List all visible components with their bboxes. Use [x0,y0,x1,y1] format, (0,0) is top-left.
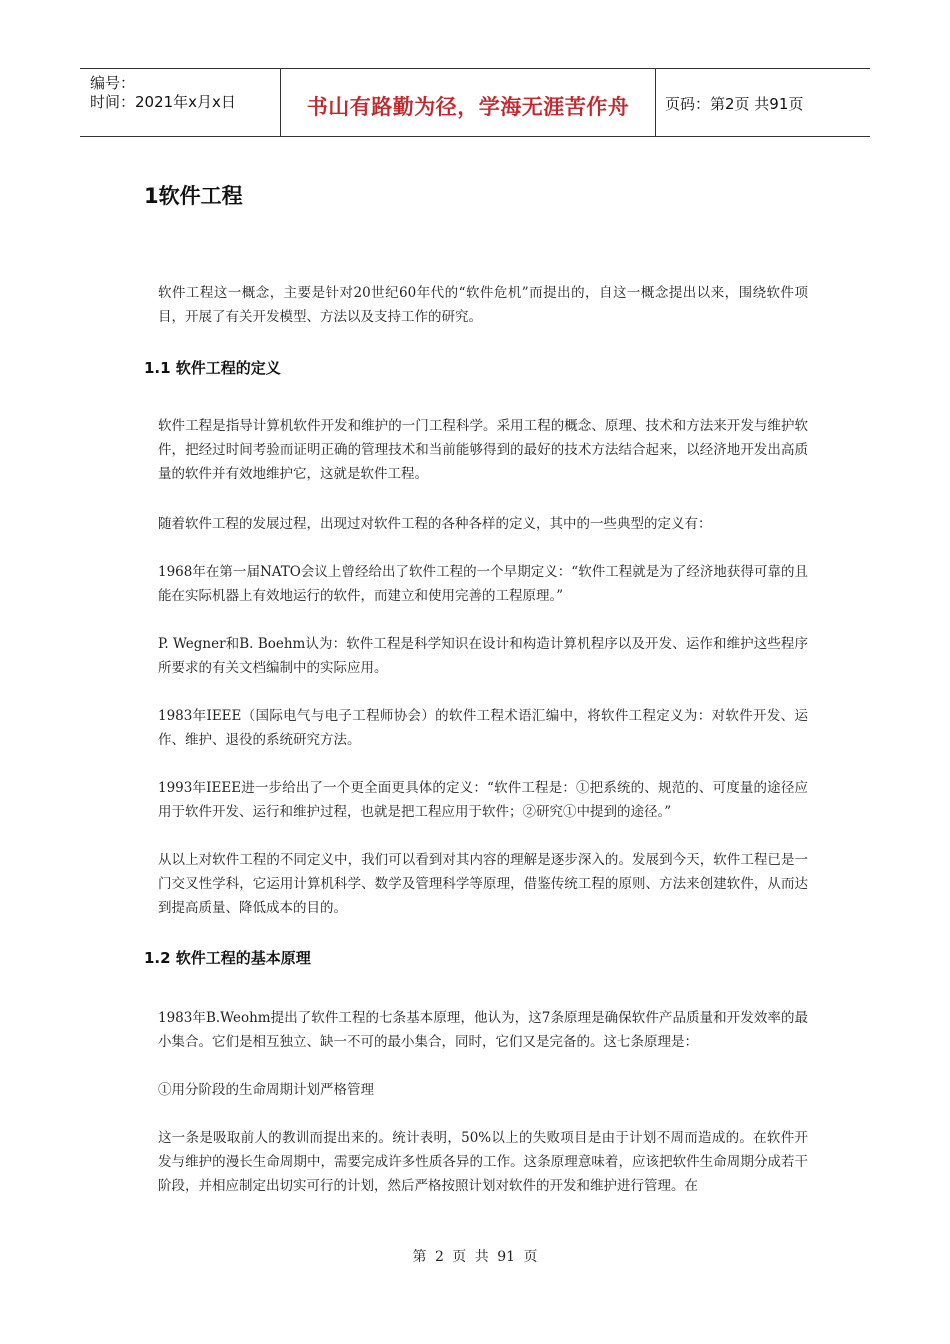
definition-paragraph: 1968年在第一届NATO会议上曾经给出了软件工程的一个早期定义：“软件工程就是为了经济地获得可靠的且能在实际机器上有效地运行的软件，而建立和使用完善的工程原理。” [158,564,808,604]
header-motto-cell [280,69,656,136]
header-page-cell [655,69,870,136]
page-footer: 第 2 页 共 91 页 [412,1249,538,1265]
section-1-2-title: 1.2 软件工程的基本原理 [144,949,311,967]
principle-heading: ①用分阶段的生命周期计划严格管理 [158,1082,374,1098]
motto: 书山有路勤为径，学海无涯苦作舟 [306,95,630,119]
definition-paragraph: 从以上对软件工程的不同定义中，我们可以看到对其内容的理解是逐步深入的。发展到今天，软件工程已是一门交叉性学科，它运用计算机科学、数学及管理科学等原理，借鉴传统工程的原则、方法来创建软件，从而达到提高质量、降低成本的目的。 [158,852,808,916]
principle-paragraph: 这一条是吸取前人的教训而提出来的。统计表明，50%以上的失败项目是由于计划不周而造成的。在软件开发与维护的漫长生命周期中，需要完成许多性质各异的工作。这条原理意味着，应该把软件生命周期分成若干阶段，并相应制定出切实可行的计划，然后严格按照计划对软件的开发和维护进行管理。在 [158,1130,808,1194]
definition-paragraph: 软件工程是指导计算机软件开发和维护的一门工程科学。采用工程的概念、原理、技术和方法来开发与维护软件，把经过时间考验而证明正确的管理技术和当前能够得到的最好的技术方法结合起来，以经济地开发出高质量的软件并有效地维护它，这就是软件工程。 [158,418,808,482]
definition-paragraph: P. Wegner和B. Boehm认为：软件工程是科学知识在设计和构造计算机程序以及开发、运作和维护这些程序所要求的有关文档编制中的实际应用。 [158,636,808,676]
header-meta-cell [80,69,280,136]
chapter-title: 1软件工程 [144,184,243,208]
number-label: 编号： [90,74,136,92]
definition-paragraph: 1983年IEEE（国际电气与电子工程师协会）的软件工程术语汇编中，将软件工程定义为：对软件开发、运作、维护、退役的系统研究方法。 [158,708,808,748]
principle-paragraph: 1983年B.Weohm提出了软件工程的七条基本原理，他认为，这7条原理是确保软件产品质量和开发效率的最小集合。它们是相互独立、缺一不可的最小集合，同时，它们又是完备的。这七条原理是： [158,1010,808,1050]
intro-paragraph: 软件工程这一概念，主要是针对20世纪60年代的“软件危机”而提出的，自这一概念提出以来，围绕软件项目，开展了有关开发模型、方法以及支持工作的研究。 [158,285,808,325]
definition-paragraph: 随着软件工程的发展过程，出现过对软件工程的各种各样的定义，其中的一些典型的定义有： [158,516,712,532]
date-label: 时间：2021年x月x日 [90,93,236,111]
section-1-1-title: 1.1 软件工程的定义 [144,359,281,377]
definition-paragraph: 1993年IEEE进一步给出了一个更全面更具体的定义：“软件工程是：①把系统的、规范的、可度量的途径应用于软件开发、运行和维护过程，也就是把工程应用于软件；②研究①中提到的途径。” [158,780,808,820]
header-page-info: 页码：第2页 共91页 [665,95,804,113]
page-header [80,68,870,137]
